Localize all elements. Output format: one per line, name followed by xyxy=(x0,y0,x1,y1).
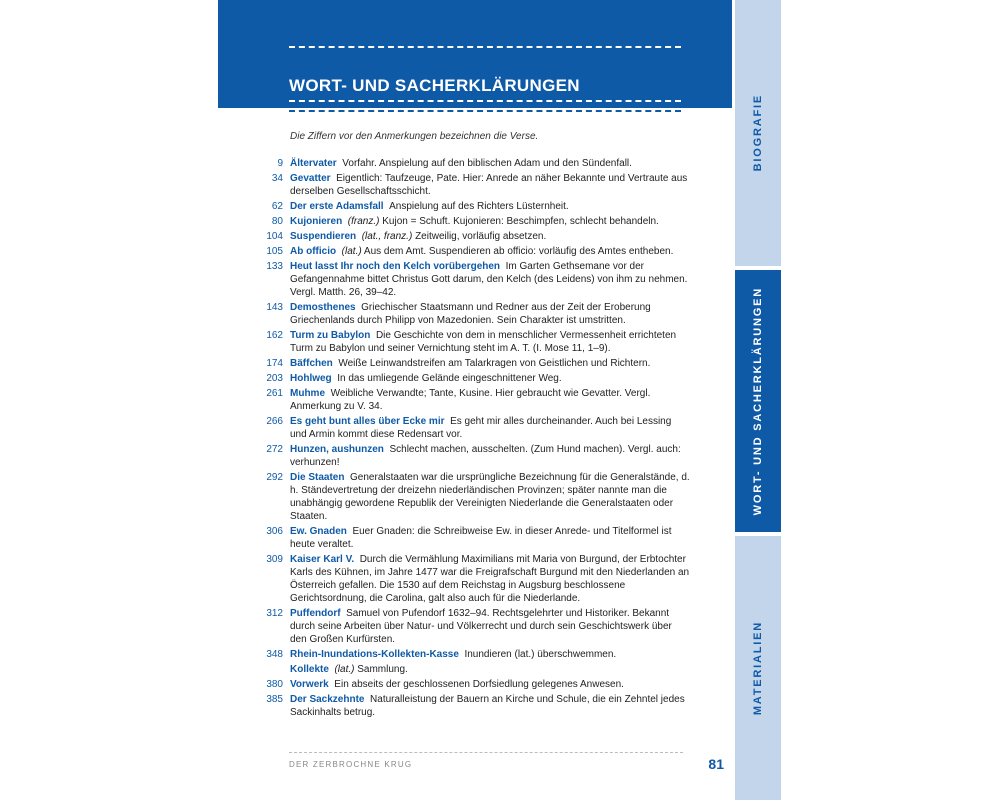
glossary-definition: Eigentlich: Taufzeuge, Pate. Hier: Anrede an näher Bekannte und Vertraute aus derselben Gesellschaftsschicht. xyxy=(290,173,688,197)
language-note: (lat.) xyxy=(341,246,362,257)
glossary-entry xyxy=(250,230,690,243)
glossary-definition: Zeitweilig, vorläufig absetzen. xyxy=(415,231,547,242)
glossary-term: Ältervater xyxy=(290,158,337,169)
glossary-entry xyxy=(250,357,690,370)
tab-wort-label: WORT- UND SACHERKLÄRUNGEN xyxy=(752,286,764,516)
verse-number: 162 xyxy=(266,330,283,341)
glossary-definition: Sammlung. xyxy=(357,664,408,675)
glossary-definition: Inundieren (lat.) überschwemmen. xyxy=(464,649,617,660)
glossary-entry xyxy=(250,372,690,385)
glossary-definition: Anspielung auf des Richters Lüsternheit. xyxy=(389,201,569,212)
glossary-entry xyxy=(250,245,690,258)
glossary-definition: Weiße Leinwandstreifen am Talarkragen von Geistlichen und Richtern. xyxy=(338,358,651,369)
glossary-entry xyxy=(250,471,690,523)
verse-number: 133 xyxy=(266,261,283,272)
glossary-list xyxy=(250,157,690,721)
glossary-term: Hunzen, aushunzen xyxy=(290,444,384,455)
footer-rule xyxy=(289,752,683,753)
header-dashed-rule-bottom xyxy=(289,100,681,102)
verse-number: 312 xyxy=(266,608,283,619)
verse-number: 104 xyxy=(266,231,283,242)
glossary-term: Gevatter xyxy=(290,173,331,184)
language-note: (lat.) xyxy=(334,664,355,675)
verse-number: 380 xyxy=(266,679,283,690)
tab-biografie[interactable] xyxy=(735,0,781,266)
glossary-definition: Weibliche Verwandte; Tante, Kusine. Hier gebraucht wie Gevatter. Vergl. Anmerkung zu V. 34. xyxy=(290,388,651,412)
glossary-term: Rhein-Inundations-Kollekten-Kasse xyxy=(290,649,459,660)
glossary-term: Bäffchen xyxy=(290,358,333,369)
glossary-entry xyxy=(250,607,690,646)
glossary-definition: Naturalleistung der Bauern an Kirche und Schule, die ein Zehntel jedes Sackinhalts betrug. xyxy=(290,694,685,718)
glossary-term: Der erste Adamsfall xyxy=(290,201,384,212)
glossary-definition: Euer Gnaden: die Schreibweise Ew. in dieser Anrede- und Titelformel ist heute veraltet. xyxy=(290,526,672,550)
glossary-term: Puffendorf xyxy=(290,608,341,619)
verse-number: 34 xyxy=(271,173,283,184)
verse-number: 203 xyxy=(266,373,283,384)
glossary-definition: Aus dem Amt. Suspendieren ab officio: vorläufig des Amtes entheben. xyxy=(363,246,674,257)
glossary-entry xyxy=(250,172,690,198)
glossary-term: Der Sackzehnte xyxy=(290,694,365,705)
glossary-term: Turm zu Babylon xyxy=(290,330,371,341)
glossary-definition: Ein abseits der geschlossenen Dorfsiedlung gelegenes Anwesen. xyxy=(334,679,624,690)
glossary-entry xyxy=(250,415,690,441)
glossary-entry xyxy=(250,443,690,469)
glossary-definition: Vorfahr. Anspielung auf den biblischen Adam und den Sündenfall. xyxy=(342,158,632,169)
glossary-definition: Die Geschichte von dem in menschlicher Vermessenheit errichteten Turm zu Babylon und seiner Vernichtung steht im A. T. (I. Mose 11, 1–9). xyxy=(290,330,677,354)
verse-number: 174 xyxy=(266,358,283,369)
tab-biografie-label: BIOGRAFIE xyxy=(752,94,764,172)
glossary-entry xyxy=(250,215,690,228)
glossary-term: Es geht bunt alles über Ecke mir xyxy=(290,416,445,427)
tab-wort-und-sacherklaerungen[interactable] xyxy=(735,270,781,532)
glossary-entry xyxy=(250,678,690,691)
glossary-entry xyxy=(250,525,690,551)
intro-note: Die Ziffern vor den Anmerkungen bezeichnen die Verse. xyxy=(290,131,539,142)
header-dashed-rule-top xyxy=(289,46,681,48)
verse-number: 80 xyxy=(271,216,283,227)
glossary-term: Demosthenes xyxy=(290,302,356,313)
glossary-term: Vorwerk xyxy=(290,679,329,690)
glossary-entry xyxy=(250,663,690,676)
glossary-definition: Samuel von Pufendorf 1632–94. Rechtsgelehrter und Historiker. Bekannt durch seine Arbeiten über Natur- und Völkerrecht und durch sein Geschichtswerk über den Großen Kurfürsten. xyxy=(290,608,672,645)
glossary-entry xyxy=(250,648,690,661)
glossary-definition: Im Garten Gethsemane vor der Gefangennahme bittet Christus Gott darum, den Kelch (des Leidens) von ihm zu nehmen. Vergl. Matth. 26, 39–42. xyxy=(290,261,688,298)
tab-materialien-label: MATERIALIEN xyxy=(752,620,764,716)
glossary-entry xyxy=(250,200,690,213)
glossary-term: Hohlweg xyxy=(290,373,332,384)
glossary-entry xyxy=(250,157,690,170)
language-note: (lat., franz.) xyxy=(361,231,413,242)
glossary-term: Suspendieren xyxy=(290,231,357,242)
glossary-definition: Griechischer Staatsmann und Redner aus der Zeit der Eroberung Griechenlands durch Philipp von Mazedonien. Sein Charakter ist umstritten. xyxy=(290,302,651,326)
page-number: 81 xyxy=(708,756,724,772)
glossary-entry xyxy=(250,553,690,605)
glossary-definition: Schlecht machen, ausschelten. (Zum Hund machen). Vergl. auch: verhunzen! xyxy=(290,444,681,468)
verse-number: 272 xyxy=(266,444,283,455)
verse-number: 261 xyxy=(266,388,283,399)
glossary-definition: In das umliegende Gelände eingeschnittener Weg. xyxy=(337,373,562,384)
title-underline xyxy=(289,110,681,112)
verse-number: 385 xyxy=(266,694,283,705)
glossary-term: Die Staaten xyxy=(290,472,345,483)
language-note: (franz.) xyxy=(347,216,380,227)
verse-number: 105 xyxy=(266,246,283,257)
glossary-entry xyxy=(250,329,690,355)
glossary-entry xyxy=(250,301,690,327)
glossary-term: Kujonieren xyxy=(290,216,343,227)
glossary-term: Kollekte xyxy=(290,664,329,675)
verse-number: 348 xyxy=(266,649,283,660)
glossary-term: Muhme xyxy=(290,388,325,399)
glossary-term: Kaiser Karl V. xyxy=(290,554,355,565)
verse-number: 62 xyxy=(271,201,283,212)
verse-number: 292 xyxy=(266,472,283,483)
glossary-term: Heut lasst Ihr noch den Kelch vorübergehen xyxy=(290,261,501,272)
glossary-definition: Durch die Vermählung Maximilians mit Maria von Burgund, der Erbtochter Karls des Kühnen, im Jahre 1477 war die Freigrafschaft Burgund mit den Niederlanden an Österreich gefallen. Die 1530 auf dem Reichstag in Augsburg beschlossene Gerichtsordnung, die Carolina, galt also auch für die Niederlande. xyxy=(290,554,690,604)
verse-number: 9 xyxy=(277,158,283,169)
glossary-definition: Kujon = Schuft. Kujonieren: Beschimpfen, schlecht behandeln. xyxy=(382,216,659,227)
verse-number: 309 xyxy=(266,554,283,565)
glossary-term: Ab officio xyxy=(290,246,337,257)
glossary-entry xyxy=(250,693,690,719)
glossary-term: Ew. Gnaden xyxy=(290,526,347,537)
book-title: DER ZERBROCHNE KRUG xyxy=(289,760,413,769)
verse-number: 266 xyxy=(266,416,283,427)
verse-number: 306 xyxy=(266,526,283,537)
verse-number: 143 xyxy=(266,302,283,313)
glossary-entry xyxy=(250,387,690,413)
glossary-definition: Es geht mir alles durcheinander. Auch bei Lessing und Armin kommt diese Redensart vor. xyxy=(290,416,672,440)
page-title: WORT- UND SACHERKLÄRUNGEN xyxy=(289,76,580,95)
glossary-entry xyxy=(250,260,690,299)
glossary-definition: Generalstaaten war die ursprüngliche Bezeichnung für die Generalstände, d. h. Ständevertretung der dreizehn niederländischen Provinzen; später nannte man die unabhängig gewordene Republik der Vereinigten Niederlande die Generalstaaten oder Staaten. xyxy=(290,472,690,522)
tab-materialien[interactable] xyxy=(735,536,781,800)
